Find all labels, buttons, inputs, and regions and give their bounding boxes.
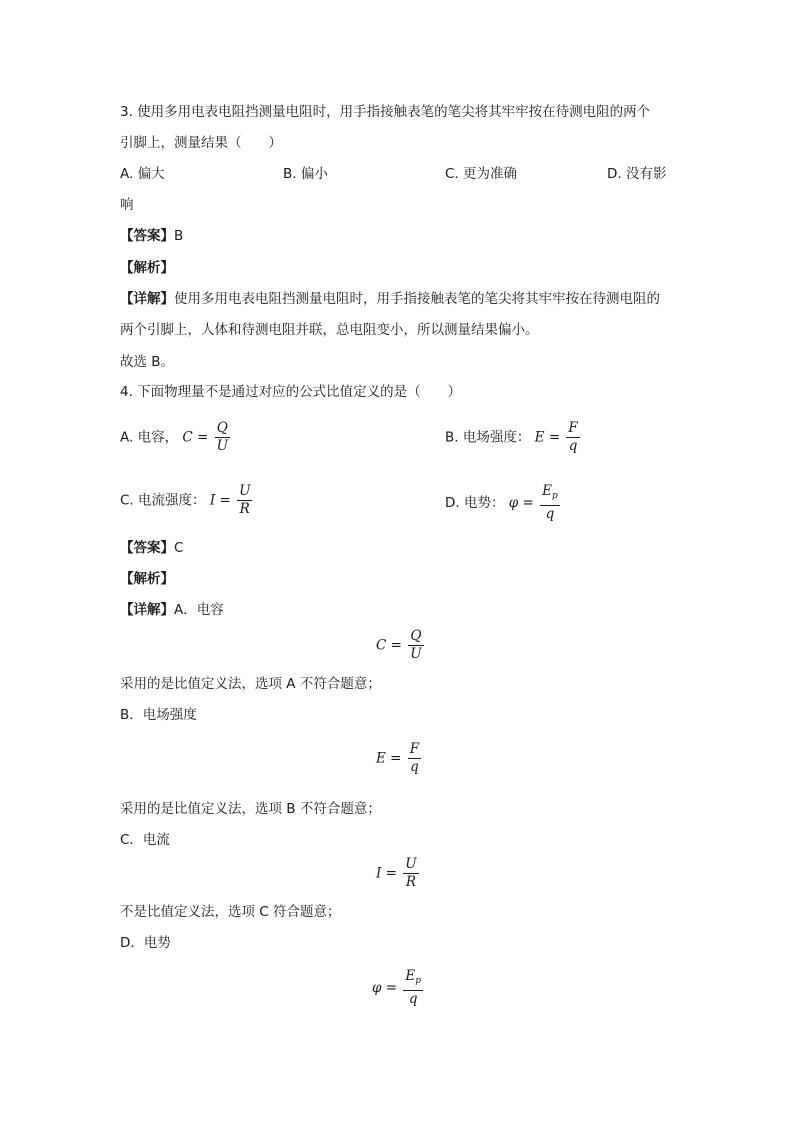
equals-sign: = [522, 495, 534, 511]
q3-detail-line2: 两个引脚上，人体和待测电阻并联，总电阻变小，所以测量结果偏小。 [120, 322, 539, 338]
equation-lhs: φ [372, 980, 382, 996]
equals-sign: = [219, 492, 231, 509]
option-a-label: A. 电容， [120, 429, 179, 446]
fraction-denominator: q [545, 506, 555, 522]
answer-tag: 【答案】 [120, 228, 174, 244]
detail-item-a: A．电容 [174, 602, 224, 618]
q4-answer [120, 538, 183, 558]
formula-lhs: I [209, 492, 216, 509]
fraction-denominator: R [405, 874, 417, 890]
equals-sign: = [390, 637, 402, 654]
answer-tag: 【答案】 [120, 540, 174, 556]
fraction-numerator [540, 483, 560, 506]
fraction-denominator: R [239, 501, 250, 517]
q3-option-c: C. 更为准确 [445, 166, 518, 182]
q3-analysis-tag: 【解析】 [120, 260, 174, 276]
fraction-denominator: q [410, 759, 419, 775]
fraction-numerator: Q [408, 628, 423, 646]
equation-fraction [403, 968, 423, 1008]
equation-fraction [408, 741, 421, 776]
equation-lhs: C [376, 637, 387, 654]
equation-fraction [403, 856, 418, 891]
fraction-denominator: U [410, 646, 422, 662]
option-b-label: B. 电场强度： [445, 429, 531, 446]
q4-note-a: 采用的是比值定义法，选项 A 不符合题意； [120, 676, 381, 692]
answer-value: B [174, 228, 184, 244]
equation-lhs: E [376, 750, 386, 767]
q4-note-b: 采用的是比值定义法，选项 B 不符合题意； [120, 801, 381, 817]
numerator-subscript: p [415, 976, 421, 986]
field-fraction [566, 420, 579, 455]
q4-analysis-tag: 【解析】 [120, 571, 174, 587]
numerator-subscript: p [552, 491, 558, 501]
equals-sign: = [390, 750, 402, 767]
detail-tag: 【详解】 [120, 291, 174, 307]
current-fraction [237, 483, 252, 518]
q4-item-d: D．电势 [120, 935, 171, 951]
q4-note-c: 不是比值定义法，选项 C 符合题意； [120, 904, 341, 920]
fraction-numerator [403, 968, 423, 991]
formula-lhs: E [534, 429, 545, 446]
display-equation-capacitance [376, 628, 426, 663]
fraction-denominator: q [408, 991, 418, 1007]
q4-option-b [445, 420, 582, 455]
q3-stem-line1: 3. 使用多用电表电阻挡测量电阻时，用手指接触表笔的笔尖将其牢牢按在待测电阻的两个 [120, 104, 651, 120]
q4-option-a [120, 420, 232, 455]
q3-option-b: B. 偏小 [283, 166, 328, 182]
q3-option-d: D. 没有影 [607, 166, 667, 182]
numerator-main: E [542, 483, 552, 499]
q4-option-d [445, 483, 562, 523]
q4-option-c [120, 483, 254, 518]
q4-item-b: B．电场强度 [120, 707, 197, 723]
q3-detail-line1 [120, 289, 660, 309]
capacitance-fraction [215, 420, 230, 455]
q3-option-d-wrap: 响 [120, 197, 134, 213]
q3-stem-line2: 引脚上，测量结果（ ） [120, 135, 282, 151]
display-equation-field [376, 741, 423, 776]
option-d-label: D. 电势： [445, 495, 505, 511]
fraction-numerator: F [568, 420, 578, 436]
fraction-numerator: F [409, 741, 420, 757]
detail-text: 使用多用电表电阻挡测量电阻时，用手指接触表笔的笔尖将其牢牢按在待测电阻的 [174, 291, 660, 307]
answer-value: C [174, 540, 184, 556]
formula-lhs: φ [508, 495, 519, 511]
q3-answer [120, 226, 183, 246]
q4-detail-a [120, 600, 224, 620]
equals-sign: = [197, 429, 209, 446]
potential-fraction [540, 483, 560, 523]
equals-sign: = [548, 429, 561, 446]
fraction-numerator: U [405, 856, 417, 872]
display-equation-current [376, 856, 421, 891]
q4-item-c: C．电流 [120, 832, 170, 848]
formula-lhs: C [182, 429, 193, 446]
equation-lhs: I [376, 865, 382, 882]
equation-fraction [408, 628, 423, 663]
fraction-denominator: U [216, 438, 229, 454]
fraction-numerator: U [239, 483, 251, 499]
numerator-main: E [405, 968, 416, 984]
fraction-denominator: q [568, 438, 578, 454]
detail-tag: 【详解】 [120, 602, 174, 618]
display-equation-potential [372, 968, 425, 1008]
equals-sign: = [385, 980, 398, 996]
equals-sign: = [385, 865, 397, 882]
q3-option-a: A. 偏大 [120, 166, 165, 182]
fraction-numerator: Q [215, 420, 230, 438]
option-c-label: C. 电流强度： [120, 492, 206, 509]
q4-stem: 4. 下面物理量不是通过对应的公式比值定义的是（ ） [120, 384, 462, 400]
q3-conclusion: 故选 B。 [120, 354, 175, 370]
